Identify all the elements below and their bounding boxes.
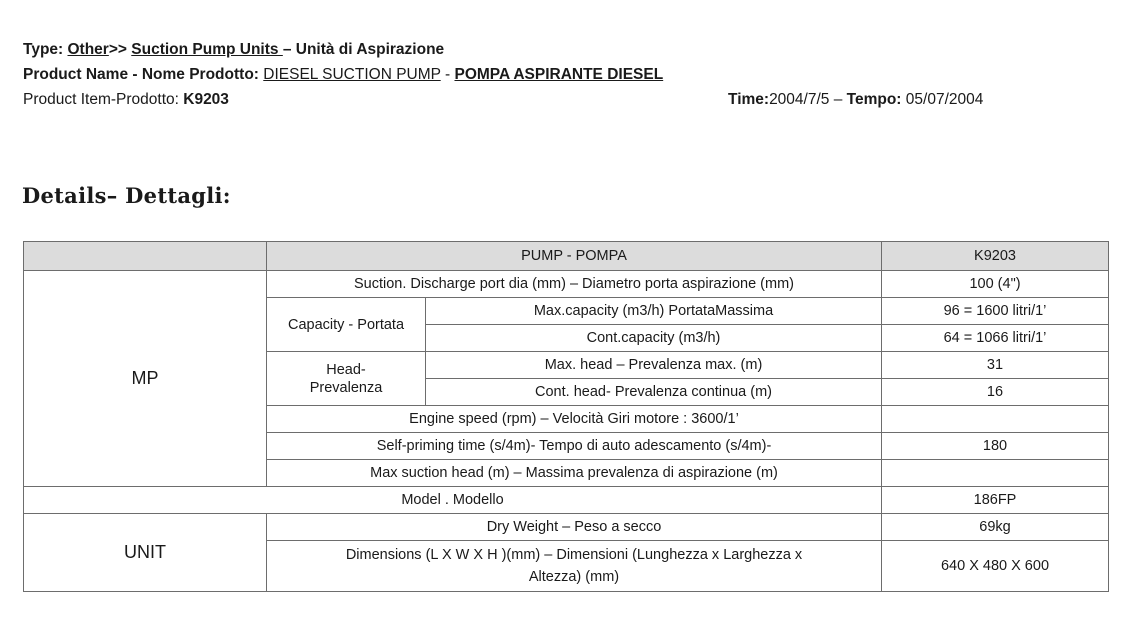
product-name-en-link[interactable]: DIESEL SUCTION PUMP: [263, 66, 441, 83]
suction-value: 100 (4"): [882, 271, 1109, 298]
header-empty-cell: [24, 242, 267, 271]
unit-label: UNIT: [24, 514, 267, 592]
head-label-line2: Prevalenza: [309, 379, 383, 396]
model-value: 186FP: [882, 487, 1109, 514]
maxhead-label: Max. head – Prevalenza max. (m): [426, 352, 882, 379]
conthead-label: Cont. head- Prevalenza continua (m): [426, 379, 882, 406]
weight-label: Dry Weight – Peso a secco: [267, 514, 882, 541]
mp-label: MP: [24, 271, 267, 487]
time-line: [728, 91, 983, 109]
maxcap-value: 96 = 1600 litri/1’: [882, 298, 1109, 325]
tempo-value: 05/07/2004: [901, 91, 984, 108]
details-heading: Details– Dettagli:: [22, 183, 231, 208]
conthead-value: 16: [882, 379, 1109, 406]
table-row: [24, 487, 1109, 514]
product-name-it-link[interactable]: POMPA ASPIRANTE DIESEL: [454, 66, 664, 83]
type-other-link[interactable]: Other: [67, 41, 109, 58]
type-line: [23, 41, 444, 59]
maxsuction-value: [882, 460, 1109, 487]
dims-label: [267, 541, 882, 592]
maxsuction-label: Max suction head (m) – Massima prevalenza di aspirazione (m): [267, 460, 882, 487]
header-model: K9203: [882, 242, 1109, 271]
item-label: Product Item-Prodotto:: [23, 91, 184, 108]
type-separator: >>: [108, 41, 132, 58]
engine-value: [882, 406, 1109, 433]
head-label: [267, 352, 426, 406]
selfprime-label: Self-priming time (s/4m)- Tempo di auto adescamento (s/4m)-: [267, 433, 882, 460]
product-item-line: [23, 91, 229, 109]
time-value: 2004/7/5 –: [769, 91, 847, 108]
contcap-value: 64 = 1066 litri/1’: [882, 325, 1109, 352]
item-value: K9203: [183, 91, 229, 108]
maxcap-label: Max.capacity (m3/h) PortataMassima: [426, 298, 882, 325]
selfprime-value: 180: [882, 433, 1109, 460]
maxhead-value: 31: [882, 352, 1109, 379]
head-label-line1: Head-: [326, 361, 366, 378]
category-link[interactable]: Suction Pump Units: [131, 41, 283, 58]
table-row: [24, 514, 1109, 541]
type-label: Type:: [23, 41, 68, 58]
dims-value: 640 X 480 X 600: [882, 541, 1109, 592]
engine-label: Engine speed (rpm) – Velocità Giri motore : 3600/1’: [267, 406, 882, 433]
product-name-separator: -: [440, 66, 455, 83]
header-pump: PUMP - POMPA: [267, 242, 882, 271]
time-label: Time:: [728, 91, 770, 108]
product-name-line: [23, 66, 663, 84]
dims-label-line2: Altezza) (mm): [528, 569, 620, 585]
table-row: [24, 271, 1109, 298]
model-label: Model . Modello: [24, 487, 882, 514]
contcap-label: Cont.capacity (m3/h): [426, 325, 882, 352]
product-name-label: Product Name - Nome Prodotto:: [23, 66, 264, 83]
dims-label-line1: Dimensions (L X W X H )(mm) – Dimensioni (Lunghezza x Larghezza x: [345, 547, 803, 563]
table-header-row: [24, 242, 1109, 271]
category-suffix: – Unità di Aspirazione: [282, 41, 445, 58]
suction-label: Suction. Discharge port dia (mm) – Diametro porta aspirazione (mm): [267, 271, 882, 298]
tempo-label: Tempo:: [846, 91, 902, 108]
capacity-label: Capacity - Portata: [267, 298, 426, 352]
weight-value: 69kg: [882, 514, 1109, 541]
specs-table: [23, 241, 1109, 592]
